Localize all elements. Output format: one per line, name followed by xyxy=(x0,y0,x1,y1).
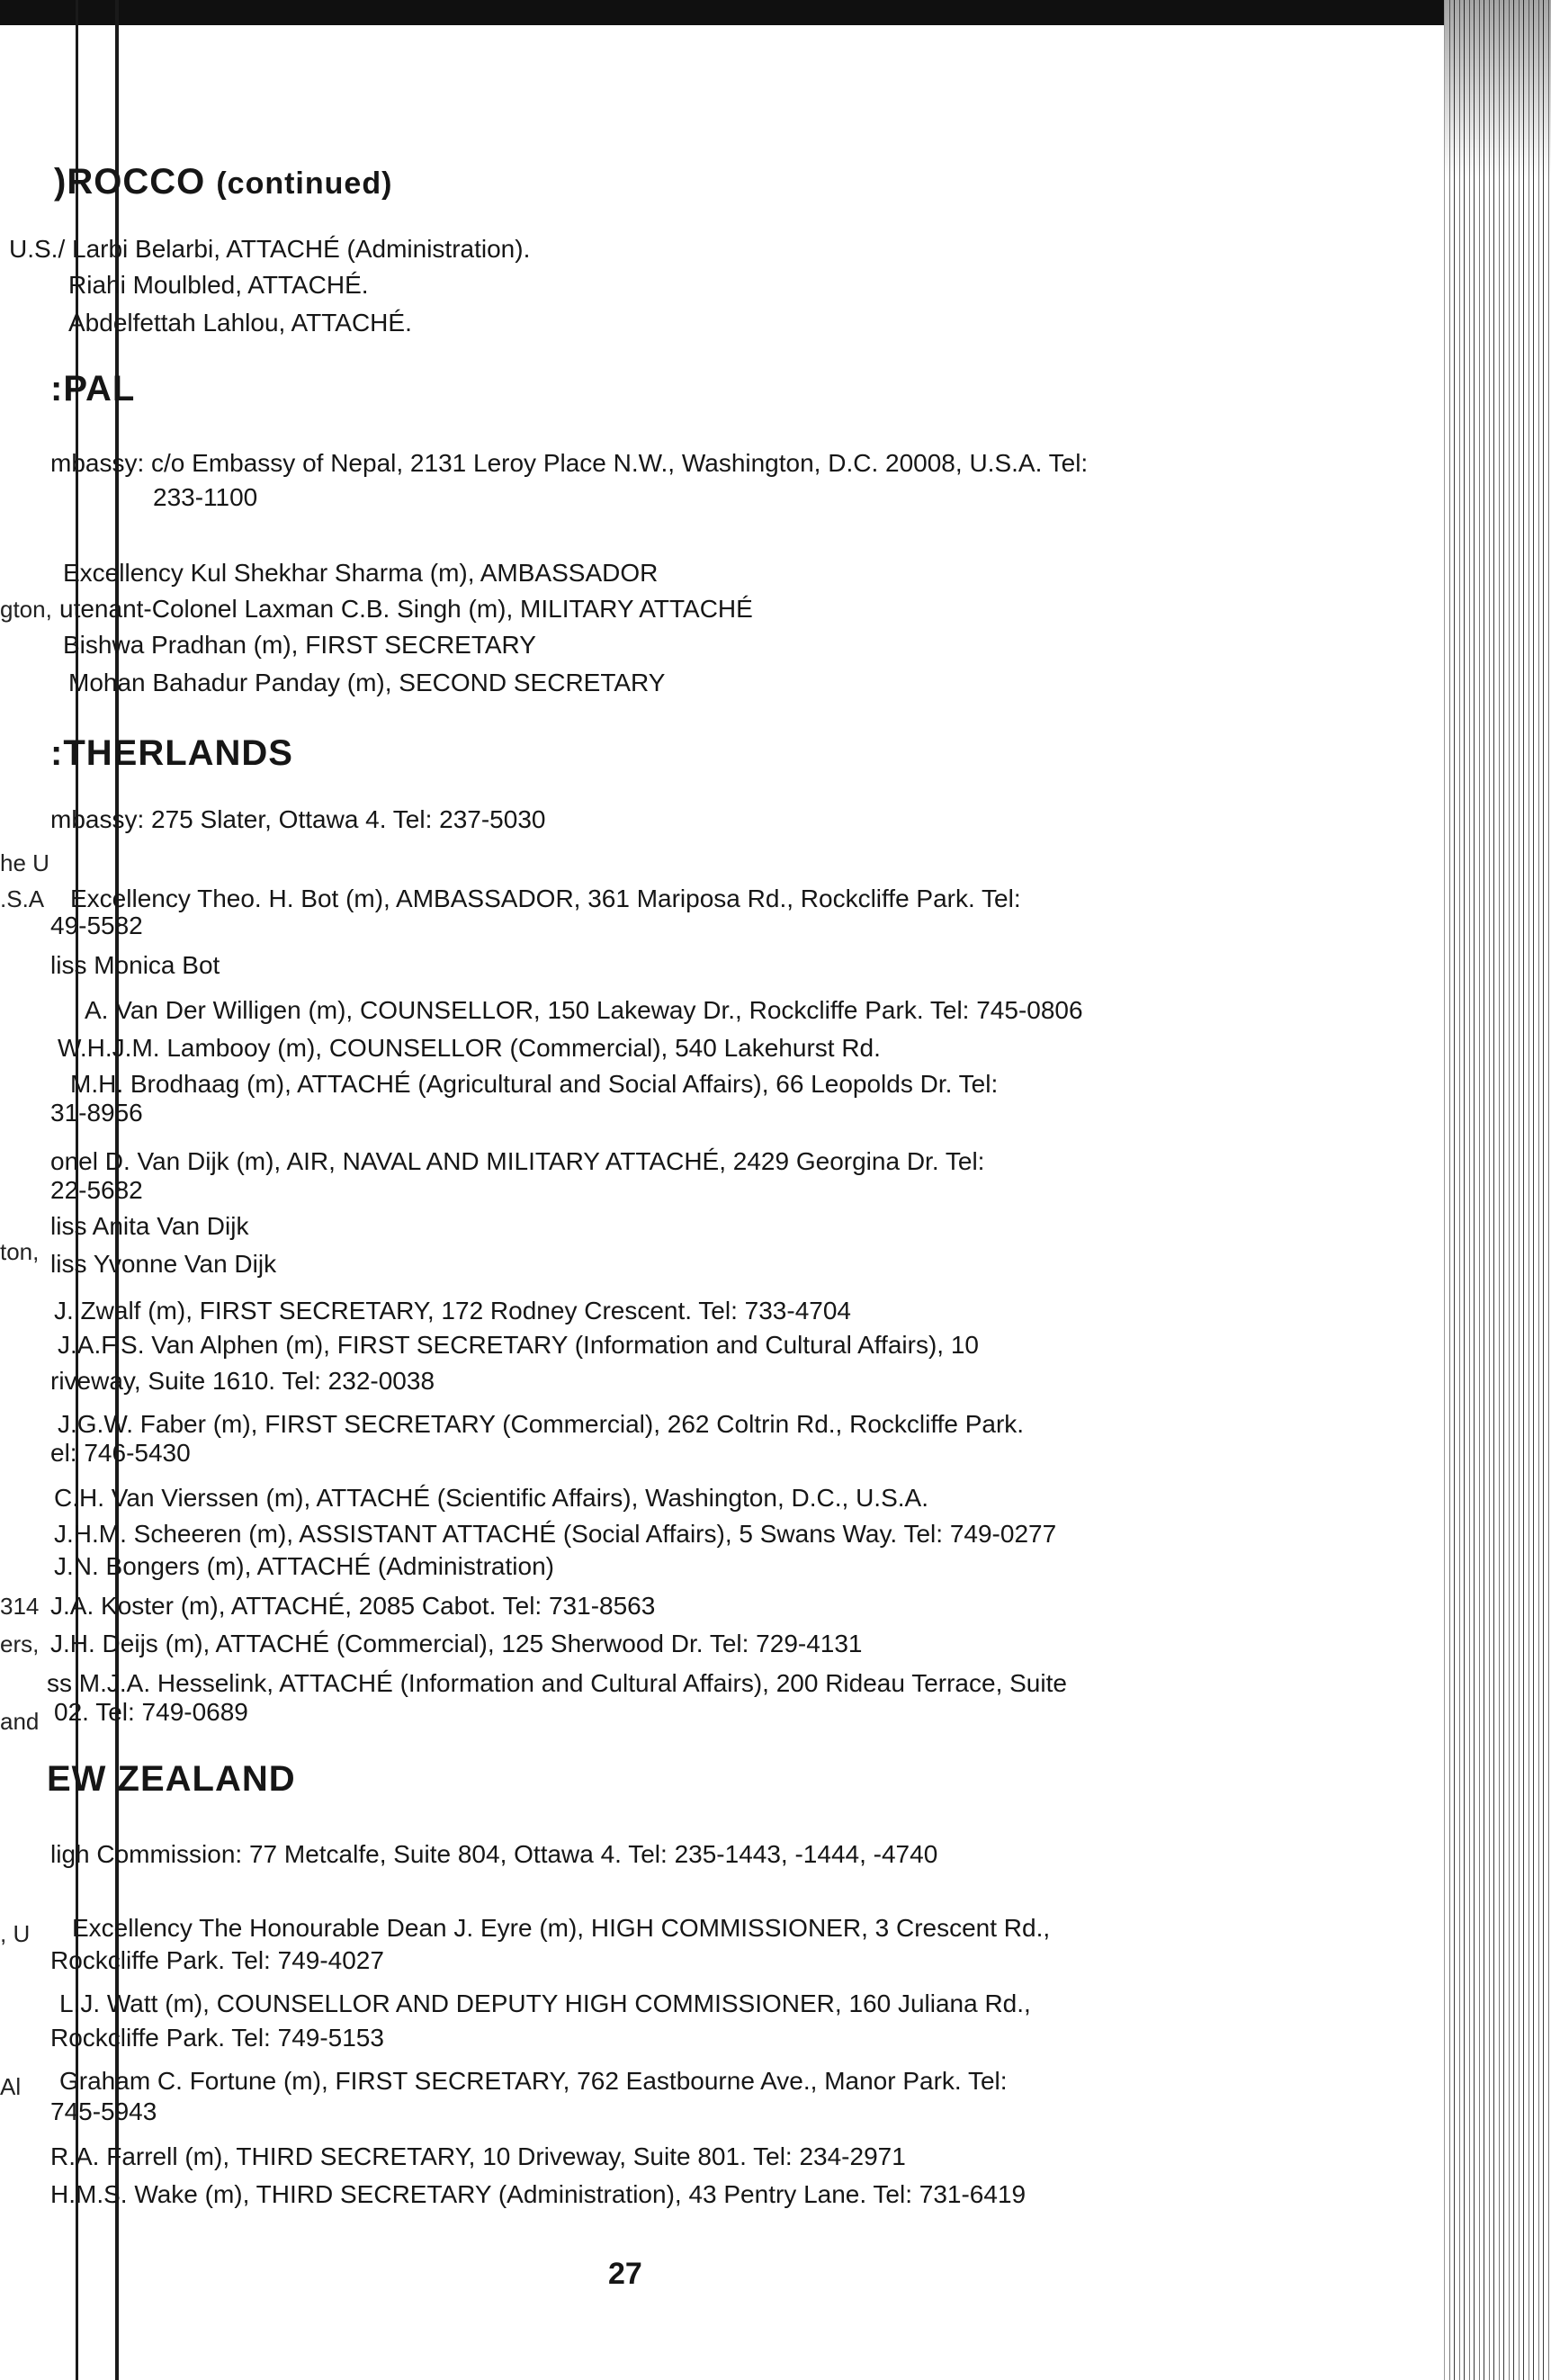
entry-line: Rockcliffe Park. Tel: 749-4027 xyxy=(50,1946,384,1974)
gutter-fragment: ton, xyxy=(0,1238,40,1265)
entry-line: ss M.J.A. Hesselink, ATTACHÉ (Information and Cultural Affairs), 200 Rideau Terrace, Suite xyxy=(47,1669,1067,1697)
gutter-fragment: and xyxy=(0,1708,40,1735)
scan-top-shadow xyxy=(0,0,1551,25)
entry-line: J.N. Bongers (m), ATTACHÉ (Administration) xyxy=(54,1552,554,1580)
entry-line: riveway, Suite 1610. Tel: 232-0038 xyxy=(50,1367,435,1395)
gutter-fragment: 314 xyxy=(0,1593,40,1620)
gutter-fragment: , U xyxy=(0,1920,31,1947)
entry-line: Mohan Bahadur Panday (m), SECOND SECRETARY xyxy=(68,669,666,696)
entry-line: mbassy: 275 Slater, Ottawa 4. Tel: 237-5030 xyxy=(50,805,546,833)
entry-line: W.H.J.M. Lambooy (m), COUNSELLOR (Commercial), 540 Lakehurst Rd. xyxy=(58,1034,881,1062)
entry-line: liss Monica Bot xyxy=(50,951,220,979)
entry-line: el: 746-5430 xyxy=(50,1439,191,1467)
entry-line: J.A. Koster (m), ATTACHÉ, 2085 Cabot. Tel: 731-8563 xyxy=(50,1592,656,1620)
section-heading-morocco: )ROCCO (continued) xyxy=(54,162,393,202)
entry-line: 22-5682 xyxy=(50,1176,143,1204)
entry-line: Abdelfettah Lahlou, ATTACHÉ. xyxy=(68,309,412,337)
entry-line: 49-5582 xyxy=(50,912,143,939)
entry-line: Excellency Kul Shekhar Sharma (m), AMBASSADOR xyxy=(63,559,659,587)
gutter-fragment: .S.A xyxy=(0,885,45,912)
gutter-fragment: he U xyxy=(0,849,49,876)
entry-line: C.H. Van Vierssen (m), ATTACHÉ (Scientific Affairs), Washington, D.C., U.S.A. xyxy=(54,1484,928,1512)
entry-line: mbassy: c/o Embassy of Nepal, 2131 Leroy Place N.W., Washington, D.C. 20008, U.S.A. Tel: xyxy=(50,449,1089,477)
entry-line: M.H. Brodhaag (m), ATTACHÉ (Agricultural and Social Affairs), 66 Leopolds Dr. Tel: xyxy=(70,1070,999,1098)
entry-line: U.S./ Larbi Belarbi, ATTACHÉ (Administration). xyxy=(9,235,531,263)
entry-line: 233-1100 xyxy=(153,483,258,511)
entry-line: J.G.W. Faber (m), FIRST SECRETARY (Commercial), 262 Coltrin Rd., Rockcliffe Park. xyxy=(58,1410,1025,1438)
entry-line: J.H. Deijs (m), ATTACHÉ (Commercial), 125 Sherwood Dr. Tel: 729-4131 xyxy=(50,1630,863,1657)
entry-line: utenant-Colonel Laxman C.B. Singh (m), MILITARY ATTACHÉ xyxy=(59,595,753,623)
entry-line: R.A. Farrell (m), THIRD SECRETARY, 10 Driveway, Suite 801. Tel: 234-2971 xyxy=(50,2142,906,2170)
entry-line: Riahi Moulbled, ATTACHÉ. xyxy=(68,271,369,299)
section-heading-nepal: :PAL xyxy=(50,369,136,409)
entry-line: liss Yvonne Van Dijk xyxy=(50,1250,277,1278)
entry-line: J. Zwalf (m), FIRST SECRETARY, 172 Rodney Crescent. Tel: 733-4704 xyxy=(54,1297,851,1325)
entry-line: Bishwa Pradhan (m), FIRST SECRETARY xyxy=(63,631,536,659)
entry-line: Excellency Theo. H. Bot (m), AMBASSADOR, 361 Mariposa Rd., Rockcliffe Park. Tel: xyxy=(70,885,1021,912)
entry-line: 31-8956 xyxy=(50,1099,143,1127)
entry-line: J.H.M. Scheeren (m), ASSISTANT ATTACHÉ (Social Affairs), 5 Swans Way. Tel: 749-0277 xyxy=(54,1520,1057,1548)
entry-line: ligh Commission: 77 Metcalfe, Suite 804, Ottawa 4. Tel: 235-1443, -1444, -4740 xyxy=(50,1840,938,1868)
gutter-fragment: gton, xyxy=(0,596,52,623)
section-heading-netherlands: :THERLANDS xyxy=(50,733,293,773)
book-page-edges xyxy=(1444,0,1551,2380)
gutter-fragment: Al xyxy=(0,2073,22,2100)
entry-line: Rockcliffe Park. Tel: 749-5153 xyxy=(50,2024,384,2052)
entry-line: A. Van Der Willigen (m), COUNSELLOR, 150 Lakeway Dr., Rockcliffe Park. Tel: 745-0806 xyxy=(85,996,1083,1024)
entry-line: 745-5943 xyxy=(50,2097,157,2125)
entry-line: L.J. Watt (m), COUNSELLOR AND DEPUTY HIGH COMMISSIONER, 160 Juliana Rd., xyxy=(59,1989,1031,2017)
entry-line: H.M.S. Wake (m), THIRD SECRETARY (Administration), 43 Pentry Lane. Tel: 731-6419 xyxy=(50,2180,1027,2208)
entry-line: Excellency The Honourable Dean J. Eyre (m), HIGH COMMISSIONER, 3 Crescent Rd., xyxy=(72,1914,1051,1942)
entry-line: J.A.F.S. Van Alphen (m), FIRST SECRETARY (Information and Cultural Affairs), 10 xyxy=(58,1331,979,1359)
entry-line: onel D. Van Dijk (m), AIR, NAVAL AND MILITARY ATTACHÉ, 2429 Georgina Dr. Tel: xyxy=(50,1147,985,1175)
entry-line: liss Anita Van Dijk xyxy=(50,1212,249,1240)
entry-line: 02. Tel: 749-0689 xyxy=(54,1698,248,1726)
section-heading-new-zealand: EW ZEALAND xyxy=(47,1759,296,1799)
entry-line: Graham C. Fortune (m), FIRST SECRETARY, 762 Eastbourne Ave., Manor Park. Tel: xyxy=(59,2067,1008,2095)
gutter-fragment: ers, xyxy=(0,1630,40,1657)
page-number: 27 xyxy=(608,2257,642,2291)
